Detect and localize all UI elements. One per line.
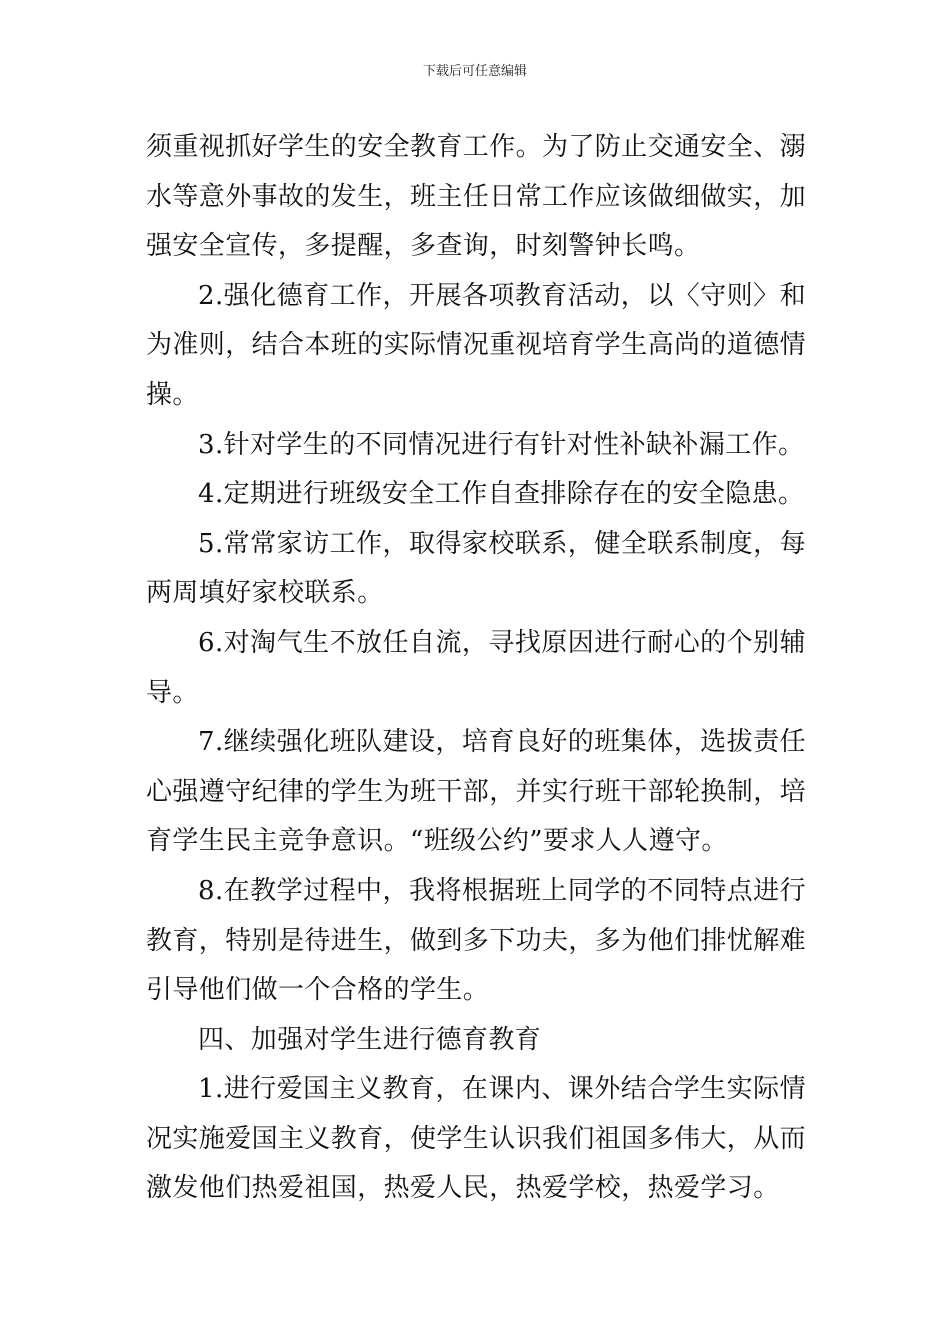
- text-line: 教育，特别是待进生，做到多下功夫，多为他们排忧解难: [146, 925, 807, 956]
- text-line: 导。: [146, 677, 199, 708]
- text-line: 引导他们做一个合格的学生。: [146, 975, 490, 1006]
- document-body: [146, 123, 806, 1214]
- text-line: 激发他们热爱祖国，热爱人民，热爱学校，热爱学习。: [146, 1173, 780, 1204]
- text-line: 况实施爱国主义教育，使学生认识我们祖国多伟大，从而: [146, 1123, 807, 1154]
- text-line: 6.对淘气生不放任自流，寻找原因进行耐心的个别辅: [198, 627, 806, 658]
- text-line: 四、加强对学生进行德育教育: [198, 1024, 542, 1055]
- text-line: 3.针对学生的不同情况进行有针对性补缺补漏工作。: [198, 429, 805, 460]
- text-line: 4.定期进行班级安全工作自查排除存在的安全隐患。: [198, 479, 805, 510]
- text-line: 1.进行爱国主义教育，在课内、课外结合学生实际情: [198, 1074, 806, 1105]
- text-line: 7.继续强化班队建设，培育良好的班集体，选拔责任: [198, 727, 806, 758]
- text-line: 育学生民主竞争意识。“班级公约”要求人人遵守。: [146, 826, 728, 857]
- text-line: 水等意外事故的发生，班主任日常工作应该做细做实，加: [146, 181, 807, 212]
- text-line: 8.在教学过程中，我将根据班上同学的不同特点进行: [198, 875, 806, 906]
- text-line: 5.常常家访工作，取得家校联系，健全联系制度，每: [198, 528, 806, 559]
- text-line: 为准则，结合本班的实际情况重视培育学生高尚的道德情: [146, 330, 807, 361]
- text-line: 两周填好家校联系。: [146, 578, 384, 609]
- text-line: 须重视抓好学生的安全教育工作。为了防止交通安全、溺: [146, 132, 807, 162]
- text-line: 心强遵守纪律的学生为班干部，并实行班干部轮换制，培: [146, 776, 807, 807]
- text-line: 2.强化德育工作，开展各项教育活动，以〈守则〉和: [198, 280, 806, 311]
- page-header: 下载后可任意编辑: [422, 64, 527, 79]
- text-line: 操。: [146, 379, 199, 410]
- text-line: 强安全宣传，多提醒，多查询，时刻警钟长鸣。: [146, 231, 701, 262]
